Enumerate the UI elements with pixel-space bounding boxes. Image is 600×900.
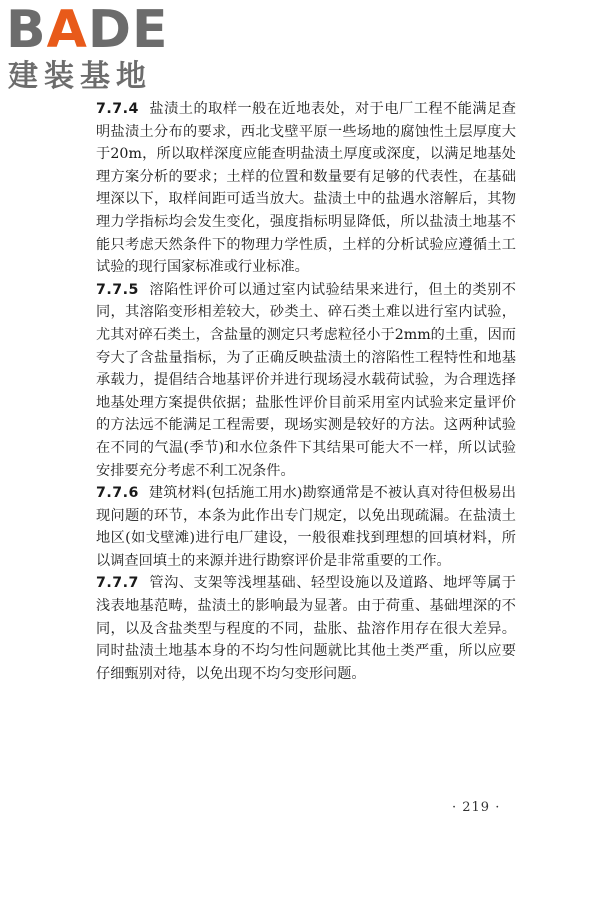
clause-number: 7.7.6 xyxy=(96,485,139,502)
clause-text: 建筑材料(包括施工用水)勘察通常是不被认真对待但极易出现问题的环节，本条为此作出专门规定，以免出现疏漏。在盐渍土地区(如戈壁滩)进行电厂建设，一般很难找到理想的回填材料，所以调查回填土的来源并进行勘察评价是非常重要的工作。 xyxy=(96,485,516,569)
logo-letters-de: DE xyxy=(87,0,169,60)
clause-text: 溶陷性评价可以通过室内试验结果来进行，但土的类别不同，其溶陷变形相差较大，砂类土、碎石类土难以进行室内试验，尤其对碎石类土，含盐量的测定只考虑粒径小于2mm的土重，因而夸大了含盐量指标，为了正确反映盐渍土的溶陷性工程特性和地基承载力，提倡结合地基评价并进行现场浸水载荷试验，为合理选择地基处理方案提供依据；盐胀性评价目前采用室内试验来定量评价的方法远不能满足工程需要，现场实测是较好的方法。这两种试验在不同的气温(季节)和水位条件下其结果可能大不一样，所以试验安排要充分考虑不利工况条件。 xyxy=(96,281,516,479)
clause-number: 7.7.4 xyxy=(96,101,139,117)
bade-logo xyxy=(6,2,176,98)
clause-number: 7.7.7 xyxy=(96,575,139,592)
clause-7-7-6 xyxy=(96,482,516,572)
clause-number: 7.7.5 xyxy=(96,281,139,298)
page-number: · 219 · xyxy=(452,800,501,815)
clause-text: 管沟、支架等浅埋基础、轻型设施以及道路、地坪等属于浅表地基范畴，盐渍土的影响最为显著。由于荷重、基础埋深的不同，以及含盐类型与程度的不同，盐胀、盐溶作用存在很大差异。同时盐渍土地基本身的不均匀性问题就比其他土类严重，所以应要仔细甄别对待，以免出现不均匀变形问题。 xyxy=(96,575,516,682)
logo-letter-a-accent: A xyxy=(46,0,88,60)
clause-7-7-5 xyxy=(96,279,516,482)
document-body xyxy=(96,98,516,685)
clause-text: 盐渍土的取样一般在近地表处，对于电厂工程不能满足查明盐渍土分布的要求，西北戈壁平原一些场地的腐蚀性土层厚度大于20m，所以取样深度应能查明盐渍土厚度或深度，以满足地基处理方案分析的要求；土样的位置和数量要有足够的代表性，在基础埋深以下，取样间距可适当放大。盐渍土中的盐遇水溶解后，其物理力学指标均会发生变化，强度指标明显降低，所以盐渍土地基不能只考虑天然条件下的物理力学性质，土样的分析试验应遵循土工试验的现行国家标准或行业标准。 xyxy=(96,101,516,276)
logo-wordmark xyxy=(6,2,169,58)
clause-7-7-4 xyxy=(96,98,516,279)
clause-7-7-7 xyxy=(96,572,516,685)
logo-subtitle: 建装基地 xyxy=(8,59,152,94)
logo-letter-b: B xyxy=(6,0,47,60)
